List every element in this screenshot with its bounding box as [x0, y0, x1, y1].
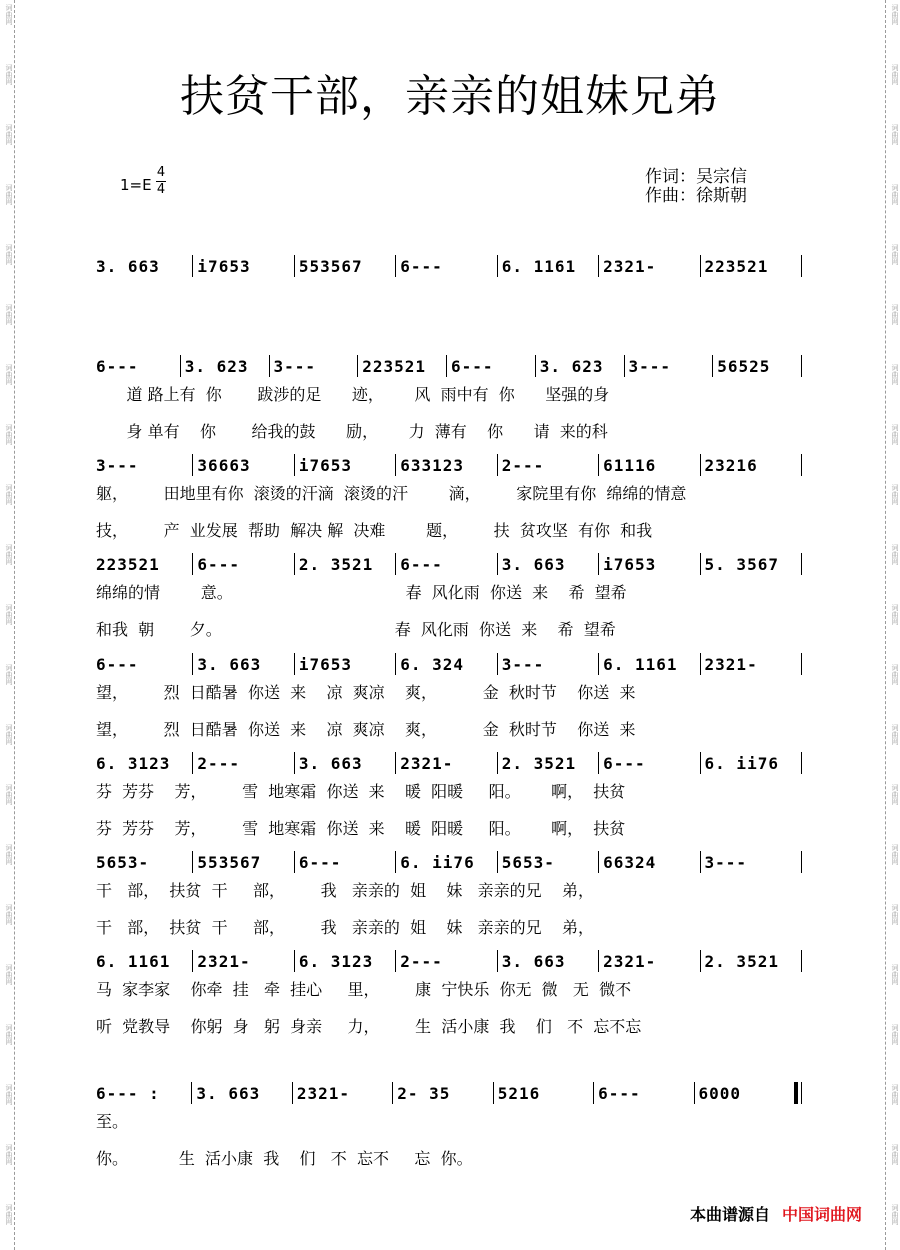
lyric-line: 技， 产 业发展 帮助 解决 解 决难 题， 扶 贫攻坚 有你 和我	[96, 521, 653, 540]
measure: 223521	[362, 356, 427, 376]
source-footer	[690, 1202, 862, 1225]
measure: 2---	[197, 753, 240, 773]
measure: i7653	[197, 256, 251, 276]
lyric-line: 望， 烈 日酷暑 你送 来 凉 爽凉 爽， 金 秋时节 你送 来	[96, 683, 636, 702]
watermark-text: 词曲网	[891, 304, 899, 325]
watermark-text: 词曲网	[891, 4, 899, 25]
watermark-text: 词曲网	[891, 244, 899, 265]
lyric-line: 你。 生 活小康 我 们 不 忘不 忘 你。	[96, 1149, 473, 1168]
composer: 作曲：徐斯朝	[645, 186, 747, 206]
notation-line	[96, 1082, 802, 1104]
watermark-text: 词曲网	[5, 604, 13, 625]
barline	[801, 553, 802, 575]
notation-line	[96, 752, 802, 774]
watermark-text: 词曲网	[5, 1084, 13, 1105]
time-signature	[156, 166, 166, 197]
measure: 6---	[603, 753, 646, 773]
watermark-text: 词曲网	[891, 1204, 899, 1225]
lyric-line: 听 党教导 你躬 身 躬 身亲 力， 生 活小康 我 们 不 忘不忘	[96, 1017, 642, 1036]
lyric-line: 芬 芳芬 芳， 雪 地寒霜 你送 来 暖 阳暖 阳。 啊， 扶贫	[96, 782, 626, 801]
watermark-text: 词曲网	[5, 664, 13, 685]
lyric-line: 绵绵的情 意。 春 风化雨 你送 来 希 望希	[96, 583, 627, 602]
watermark-text: 词曲网	[891, 1144, 899, 1165]
notation-line	[96, 950, 802, 972]
measure: 5216	[497, 1083, 541, 1103]
measure: 61116	[603, 455, 657, 475]
measure: 3. 663	[196, 1083, 261, 1103]
credits	[645, 168, 747, 206]
time-signature-bottom: 4	[156, 182, 166, 197]
measure: 6. 3123	[298, 951, 374, 971]
watermark-text: 词曲网	[891, 664, 899, 685]
watermark-text: 词曲网	[5, 4, 13, 25]
measure: 6. 1161	[501, 256, 577, 276]
measure: 6. 3123	[96, 753, 171, 773]
lyric-line: 望， 烈 日酷暑 你送 来 凉 爽凉 爽， 金 秋时节 你送 来	[96, 720, 636, 739]
measure: 56525	[717, 356, 771, 376]
final-barline	[794, 1082, 802, 1104]
watermark-text: 词曲网	[5, 784, 13, 805]
measure: 23216	[704, 455, 758, 475]
measure: 553567	[298, 256, 363, 276]
measure: 3. 663	[501, 951, 566, 971]
notation-line	[96, 454, 802, 476]
measure: 3---	[704, 852, 748, 872]
measure: 2321-	[704, 654, 758, 674]
song-title: 扶贫干部，亲亲的姐妹兄弟	[180, 71, 720, 122]
barline	[801, 950, 802, 972]
measure: 6---	[96, 654, 139, 674]
measure: 3. 623	[539, 356, 604, 376]
measure: 2321-	[296, 1083, 351, 1103]
barline	[801, 851, 802, 873]
watermark-text: 词曲网	[5, 184, 13, 205]
notation-line	[96, 653, 802, 675]
measure: 6---	[96, 356, 139, 376]
measure: 633123	[400, 455, 465, 475]
measure: 5653-	[96, 852, 150, 872]
watermark-text: 词曲网	[891, 724, 899, 745]
watermark-text: 词曲网	[891, 184, 899, 205]
watermark-text: 词曲网	[5, 1204, 13, 1225]
watermark-text: 词曲网	[5, 244, 13, 265]
watermark-text: 词曲网	[891, 364, 899, 385]
measure: 2- 35	[397, 1083, 451, 1103]
measure: i7653	[298, 654, 353, 674]
lyric-line: 身 单有 你 给我的鼓 励， 力 薄有 你 请 来的科	[96, 422, 608, 441]
watermark-text: 词曲网	[891, 64, 899, 85]
watermark-text: 词曲网	[891, 1024, 899, 1045]
measure: 2321-	[603, 256, 657, 276]
measure: 6. 1161	[96, 951, 171, 971]
notation-line	[96, 355, 802, 377]
measure: 2321-	[603, 951, 657, 971]
measure: 3. 623	[184, 356, 249, 376]
measure: 2321-	[197, 951, 251, 971]
watermark-text: 词曲网	[5, 364, 13, 385]
measure: 2. 3521	[501, 753, 577, 773]
source-brand[interactable]: 中国词曲网	[781, 1205, 862, 1224]
measure: 6. 1161	[603, 654, 678, 674]
watermark-text: 词曲网	[5, 904, 13, 925]
watermark-text: 词曲网	[891, 544, 899, 565]
watermark-text: 词曲网	[891, 604, 899, 625]
barline	[801, 653, 802, 675]
measure: 6. ii76	[704, 753, 779, 773]
lyric-line: 躯， 田地里有你 滚烫的汗滴 滚烫的汗 滴， 家院里有你 绵绵的情意	[96, 484, 687, 503]
watermark-text: 词曲网	[891, 784, 899, 805]
lyric-line: 干 部， 扶贫 干 部， 我 亲亲的 姐 妹 亲亲的兄 弟，	[96, 918, 595, 937]
watermark-text: 词曲网	[5, 844, 13, 865]
measure: 2321-	[400, 753, 454, 773]
notation-line	[96, 851, 802, 873]
measure: 6---	[197, 554, 240, 574]
notation-line	[96, 553, 802, 575]
watermark-text: 词曲网	[891, 844, 899, 865]
watermark-text: 词曲网	[891, 904, 899, 925]
measure: 3---	[501, 654, 545, 674]
measure: 3---	[628, 356, 672, 376]
measure: 36663	[197, 455, 251, 475]
measure: 6. ii76	[400, 852, 475, 872]
measure: 3---	[96, 455, 139, 475]
measure: 6. 324	[400, 654, 465, 674]
measure: 2---	[501, 455, 545, 475]
watermark-text: 词曲网	[5, 724, 13, 745]
barline	[801, 355, 802, 377]
watermark-text: 词曲网	[5, 304, 13, 325]
time-signature-top: 4	[156, 165, 166, 180]
watermark-text: 词曲网	[5, 544, 13, 565]
measure: 2. 3521	[298, 554, 374, 574]
lyric-line: 至。	[96, 1112, 129, 1131]
measure: 6--- :	[96, 1083, 160, 1103]
measure: 2---	[400, 951, 443, 971]
watermark-text: 词曲网	[5, 1144, 13, 1165]
measure: 5653-	[501, 852, 555, 872]
measure: 6---	[400, 554, 443, 574]
barline	[801, 454, 802, 476]
watermark-text: 词曲网	[891, 424, 899, 445]
watermark-text: 词曲网	[5, 964, 13, 985]
measure: 223521	[704, 256, 769, 276]
measure: 6---	[451, 356, 494, 376]
watermark-text: 词曲网	[891, 964, 899, 985]
lyricist: 作词：吴宗信	[645, 167, 747, 187]
measure: 3---	[273, 356, 317, 376]
measure: 3. 663	[298, 753, 363, 773]
watermark-text: 词曲网	[5, 1024, 13, 1045]
measure: 6---	[400, 256, 443, 276]
barline	[801, 255, 802, 277]
lyric-line: 和我 朝 夕。 春 风化雨 你送 来 希 望希	[96, 620, 616, 639]
lyric-line: 马 家李家 你牵 挂 牵 挂心 里， 康 宁快乐 你无 微 无 微不	[96, 980, 632, 999]
measure: 5. 3567	[704, 554, 779, 574]
lyric-line: 芬 芳芬 芳， 雪 地寒霜 你送 来 暖 阳暖 阳。 啊， 扶贫	[96, 819, 626, 838]
barline	[801, 752, 802, 774]
lyric-line: 道 路上有 你 跋涉的足 迹， 风 雨中有 你 坚强的身	[96, 385, 610, 404]
measure: 6---	[298, 852, 342, 872]
measure: i7653	[298, 455, 353, 475]
lyric-line: 干 部， 扶贫 干 部， 我 亲亲的 姐 妹 亲亲的兄 弟，	[96, 881, 595, 900]
measure: 3. 663	[501, 554, 566, 574]
watermark-text: 词曲网	[5, 424, 13, 445]
watermark-text: 词曲网	[5, 484, 13, 505]
measure: 6000	[698, 1083, 742, 1103]
watermark-text: 词曲网	[891, 124, 899, 145]
watermark-text: 词曲网	[5, 64, 13, 85]
measure: 223521	[96, 554, 160, 574]
measure: 66324	[603, 852, 657, 872]
key-signature: 1=E	[120, 176, 152, 194]
watermark-text: 词曲网	[891, 1084, 899, 1105]
notation-line	[96, 255, 802, 277]
measure: 3. 663	[96, 256, 160, 276]
watermark-text: 词曲网	[5, 124, 13, 145]
source-label: 本曲谱源自	[689, 1205, 770, 1224]
measure: 2. 3521	[704, 951, 779, 971]
watermark-text: 词曲网	[891, 484, 899, 505]
measure: 6---	[598, 1083, 641, 1103]
measure: 553567	[197, 852, 262, 872]
measure: i7653	[603, 554, 657, 574]
measure: 3. 663	[197, 654, 262, 674]
